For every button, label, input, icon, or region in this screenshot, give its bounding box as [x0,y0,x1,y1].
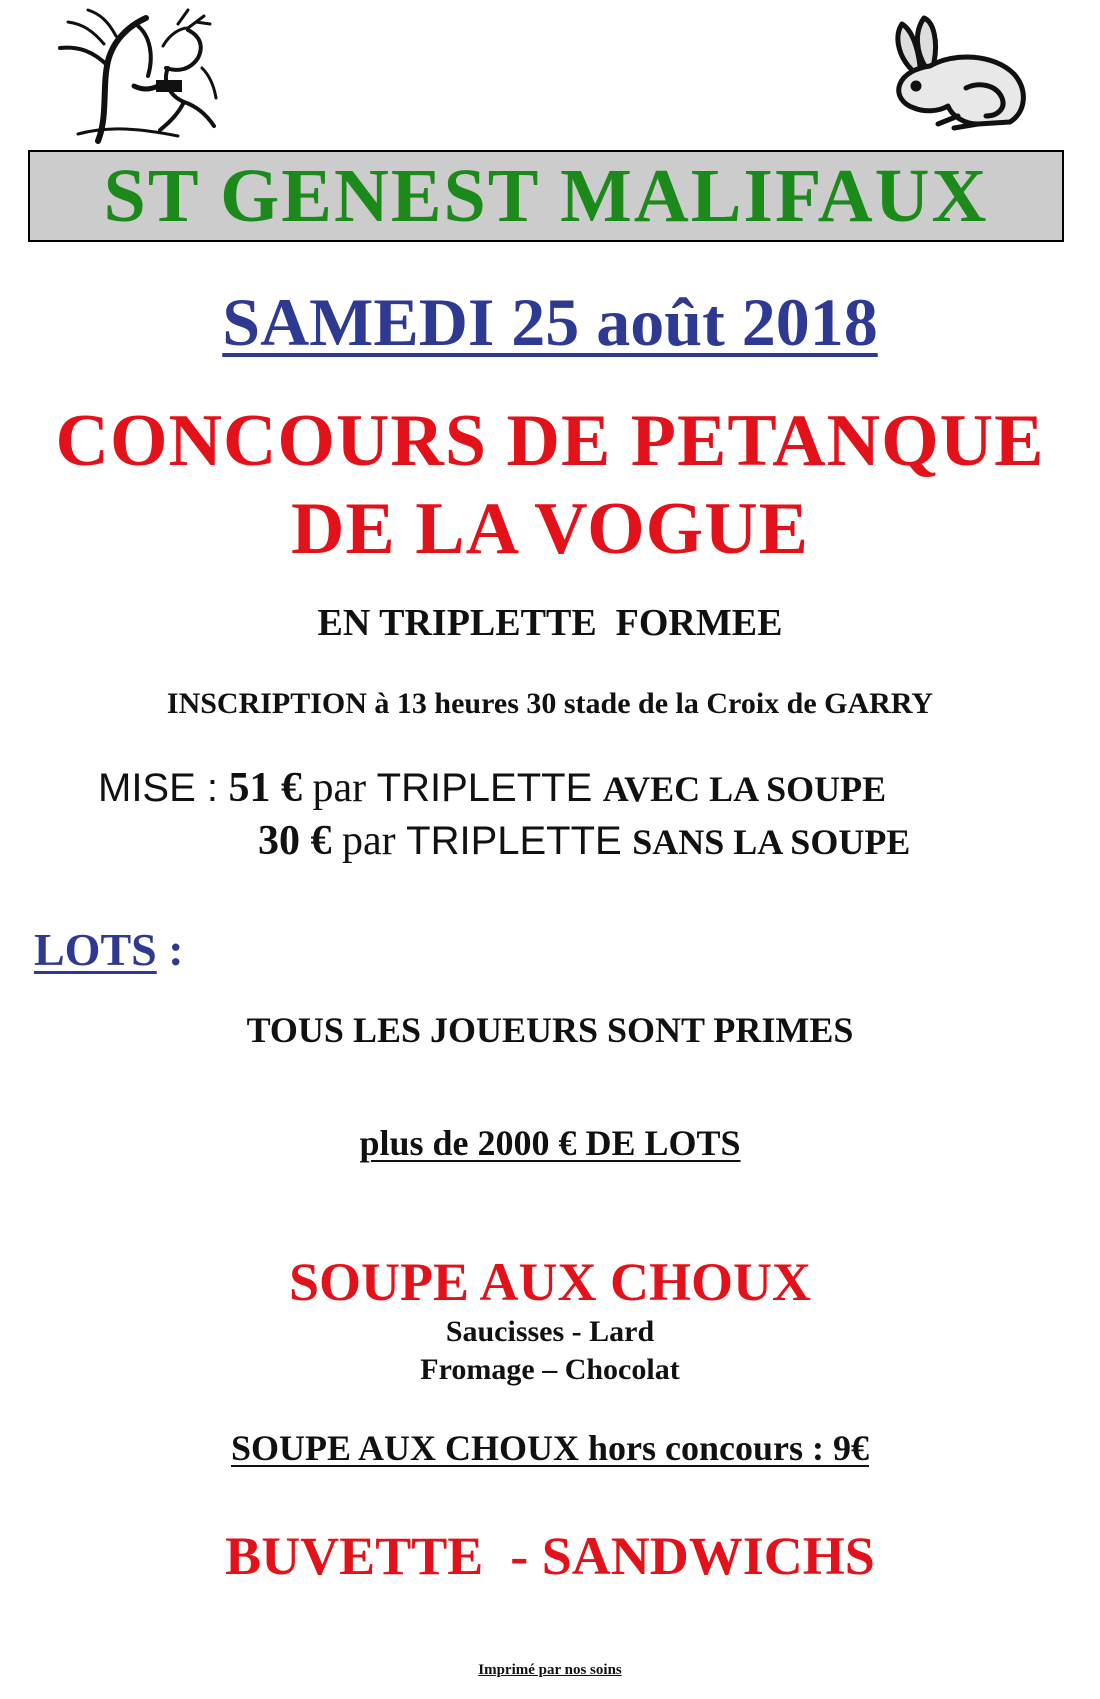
soupe-title: SOUPE AUX CHOUX [288,1252,812,1312]
team-format-text: EN TRIPLETTE FORMEE [317,602,783,644]
buvette-sandwichs [0,1524,1100,1588]
lots-heading [34,922,184,978]
soupe-hors-concours [0,1426,1100,1470]
event-title-line1: CONCOURS DE PETANQUE [55,400,1045,482]
printed-by-footer [0,1660,1100,1680]
soupe-hors-concours-text: SOUPE AUX CHOUX hors concours : 9€ [230,1428,869,1468]
lots-heading-text: LOTS [34,924,157,975]
mise-unit: TRIPLETTE [406,819,622,863]
mise-unit: TRIPLETTE [376,766,593,810]
mise-amount-51: 51 € [228,765,303,811]
deer-tree-emblem-icon [38,6,238,146]
soupe-menu-line2: Fromage – Chocolat [420,1353,680,1386]
event-date-text: SAMEDI 25 août 2018 [222,284,878,360]
town-name: ST GENEST MALIFAUX [103,154,989,238]
lots-primes: TOUS LES JOUEURS SONT PRIMES [246,1010,854,1050]
town-banner [28,150,1064,242]
mise-option-avec: AVEC LA SOUPE [602,769,887,809]
mise-row-with-soup [98,762,886,815]
lots-heading-colon: : [168,924,184,975]
buvette-text: BUVETTE - SANDWICHS [225,1526,875,1586]
soupe-menu-line1: Saucisses - Lard [445,1315,655,1348]
printed-by-text: Imprimé par nos soins [478,1662,622,1678]
event-date [0,282,1100,362]
inscription-info: INSCRIPTION à 13 heures 30 stade de la Croix de GARRY [166,687,934,720]
mise-option-sans: SANS LA SOUPE [632,822,911,862]
lots-total [0,1121,1100,1165]
team-format [0,600,1100,646]
mise-par: par [312,765,367,811]
mise-row-without-soup [258,815,910,868]
event-title-line2: DE LA VOGUE [290,488,810,570]
rabbit-icon [868,12,1038,134]
mise-amount-30: 30 € [258,818,332,864]
mise-label: MISE : [98,766,219,810]
mise-par: par [342,818,396,864]
lots-total-text: plus de 2000 € DE LOTS [359,1123,741,1163]
